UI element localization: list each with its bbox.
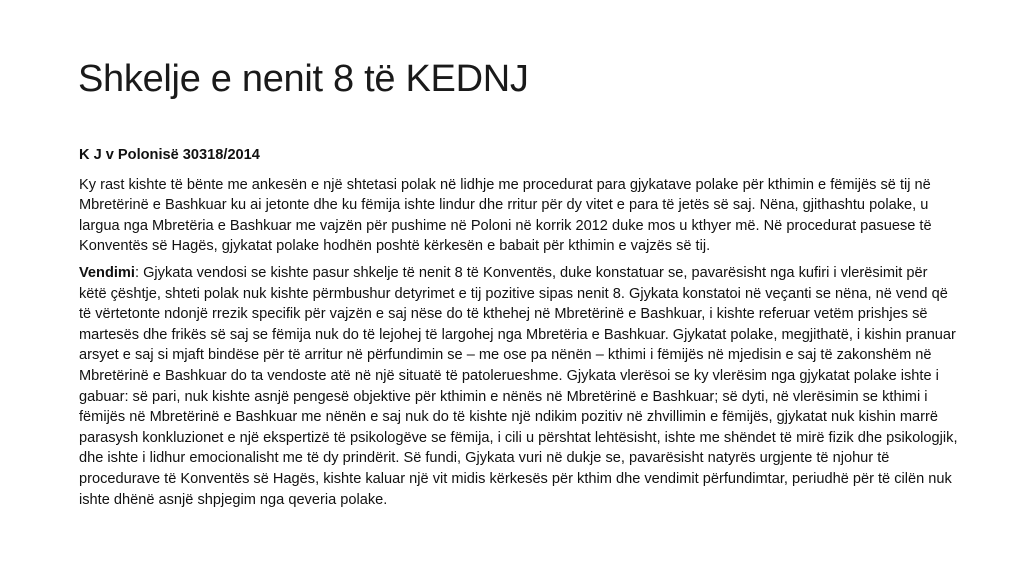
decision-paragraph [79, 263, 959, 510]
decision-text: Gjykata vendosi se kishte pasur shkelje të nenit 8 të Konventës, duke konstatuar se, pavarësisht nga kufiri i vlerësimit për këtë çështje, shteti polak nuk kishte përmbushur detyrimet e tij pozitive sipas nenit 8. Gjykata konstatoi në veçanti se nëna, në vend që të vërtetonte ndonjë rrezik specifik për vajzën e saj nëse do të kthehej në Mbretërinë e Bashkuar, i kishte referuar vetëm prishjes së martesës dhe frikës së saj se fëmija nuk do të lejohej të largohej nga Mbretëria e Bashkuar. Gjykatat polake, megjithatë, i kishin pranuar arsyet e saj si mjaft bindëse për të arritur në përfundimin se – me ose pa nënën – kthimi i fëmijës në mjedisin e saj të zakonshëm në Mbretërinë e Bashkuar do ta vendoste atë në një situatë të patolerueshme. Gjykata vlerësoi se ky vlerësim nga gjykatat polake ishte i gabuar: së pari, nuk kishte asnjë pengesë objektive për kthimin e nënës në Mbretërinë e Bashkuar; së dyti, në vlerësimin se kthimi i fëmijës në Mbretërinë e Bashkuar me nënën e saj nuk do të kishte një ndikim pozitiv në zhvillimin e fëmijës, gjykatat nuk kishin marrë parasysh konkluzionet e një ekspertizë të psikologëve se fëmija, i cili u përshtat lehtësisht, ishte me shëndet të mirë fizik dhe psikologjik, dhe ishte i lidhur emocionalisht me të dy prindërit. Së fundi, Gjykata vuri në dukje se, pavarësisht natyrës urgjente të njohur të procedurave të Konventës së Hagës, kishte kaluar një vit midis kërkesës për kthim dhe vendimit përfundimtar, periudhë për të cilën nuk ishte dhënë asnjë shpjegim nga qeveria polake. [79, 264, 958, 508]
slide-body [79, 145, 959, 516]
facts-paragraph: Ky rast kishte të bënte me ankesën e një shtetasi polak në lidhje me procedurat para gjykatave polake për kthimin e fëmijës së tij në Mbretërinë e Bashkuar ku ai jetonte dhe ku fëmija ishte lindur dhe rritur për dy vitet e para të jetës së saj. Nëna, gjithashtu polake, u largua nga Mbretëria e Bashkuar me vajzën për pushime në Poloni në korrik 2012 duke mos u kthyer më. Në procedurat pasuese të Konventës së Hagës, gjykatat polake hodhën poshtë kërkesën e babait për kthimin e vajzës së tij. [79, 176, 932, 255]
slide-title: Shkelje e nenit 8 të KEDNJ [78, 58, 529, 100]
decision-label: Vendimi [79, 264, 135, 281]
decision-separator: : [134, 264, 140, 281]
case-heading: K J v Polonisë 30318/2014 [79, 147, 260, 163]
